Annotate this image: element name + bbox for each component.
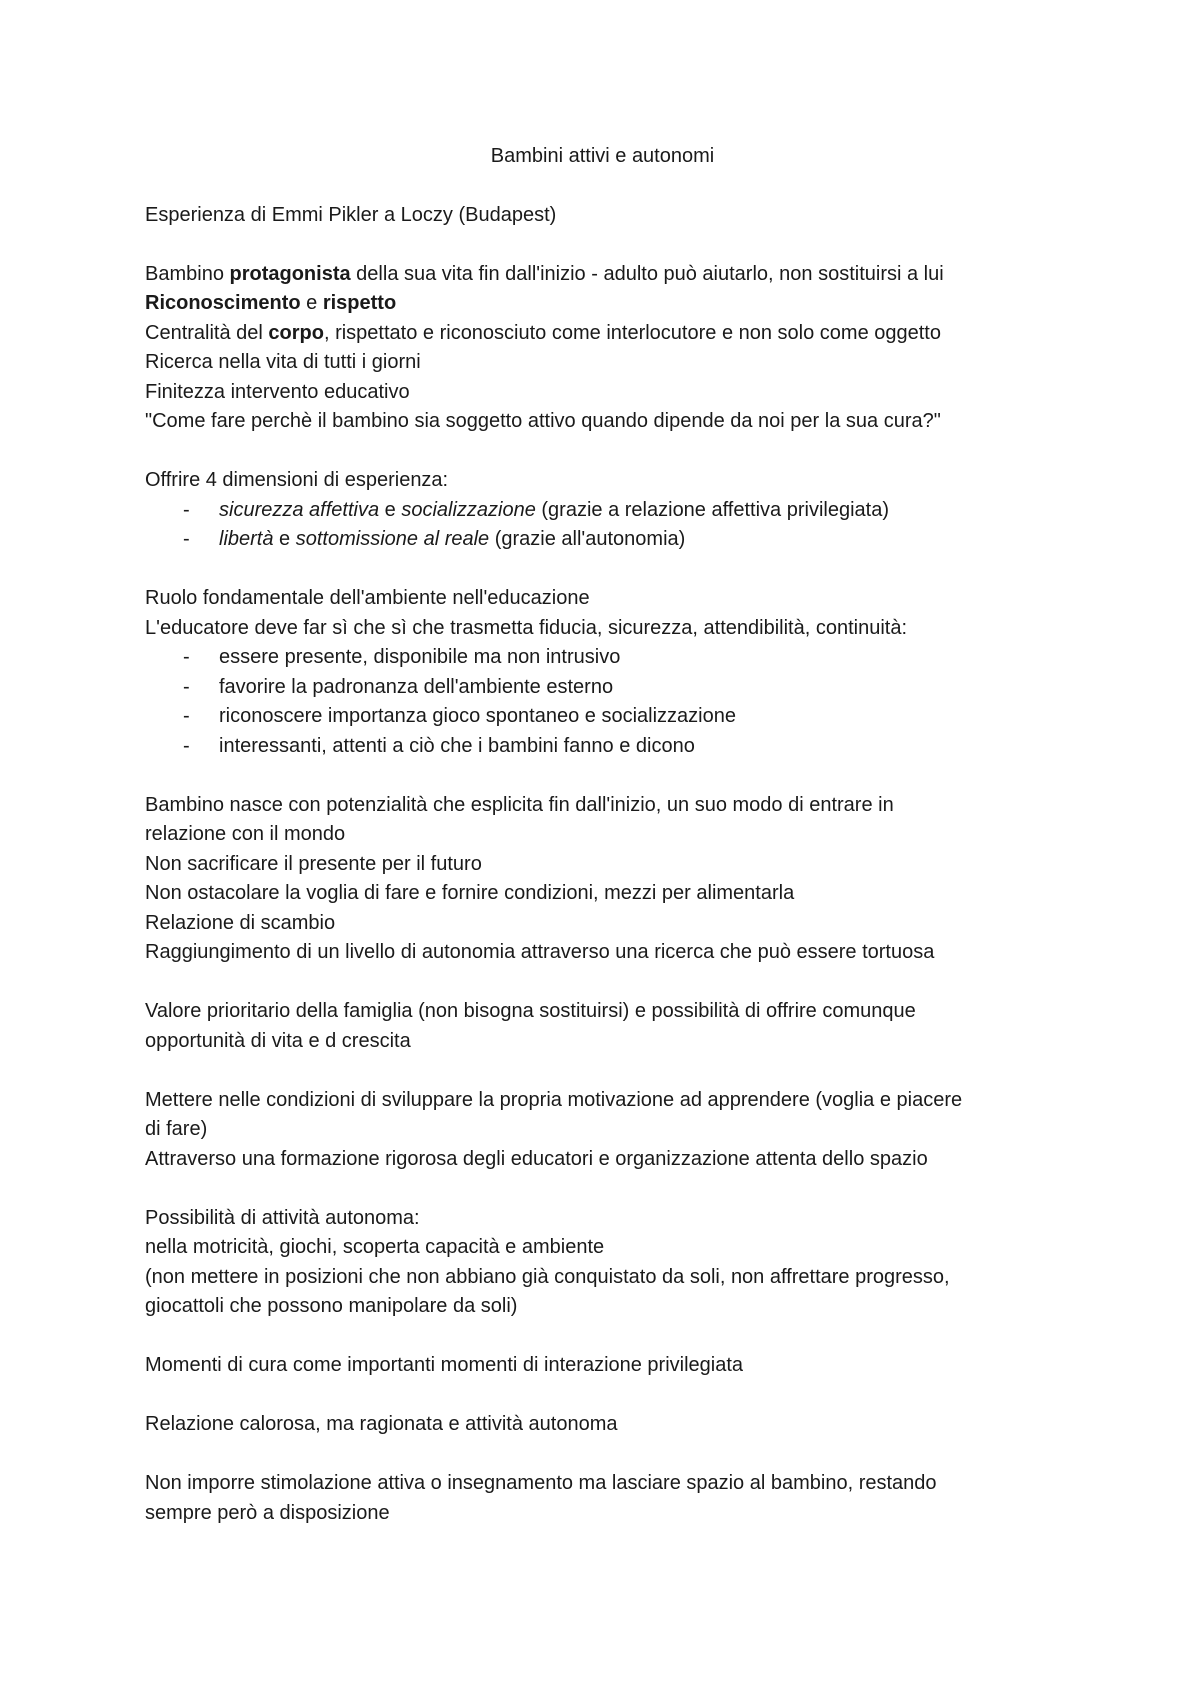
text-line: nella motricità, giochi, scoperta capacità e ambiente bbox=[145, 1236, 605, 1258]
paragraph-pikler bbox=[145, 201, 1060, 231]
dash-list bbox=[145, 643, 1060, 761]
paragraph-famiglia bbox=[145, 997, 1060, 1056]
paragraph-protagonista bbox=[145, 260, 1060, 437]
text-line: Finitezza intervento educativo bbox=[145, 380, 410, 403]
text-line: Non ostacolare la voglia di fare e fornire condizioni, mezzi per alimentarla bbox=[145, 882, 795, 904]
paragraph-ambiente bbox=[145, 584, 1060, 761]
text-line: Momenti di cura come importanti momenti di interazione privilegiata bbox=[145, 1354, 744, 1376]
text-line: Attraverso una formazione rigorosa degli educatori e organizzazione attenta dello spazio bbox=[145, 1147, 928, 1170]
text-line: Relazione di scambio bbox=[145, 911, 336, 934]
text-line: sempre però a disposizione bbox=[145, 1501, 390, 1524]
paragraph-motivazione bbox=[145, 1086, 1060, 1175]
text-line: (non mettere in posizioni che non abbiano già conquistato da soli, non affrettare progresso, bbox=[145, 1265, 950, 1288]
text-line: Raggiungimento di un livello di autonomia attraverso una ricerca che può essere tortuosa bbox=[145, 941, 935, 963]
paragraph-dimensioni bbox=[145, 466, 1060, 555]
text-line: Possibilità di attività autonoma: bbox=[145, 1206, 420, 1229]
text-line: Centralità del corpo, rispettato e riconosciuto come interlocutore e non solo come oggetto bbox=[145, 321, 941, 344]
text-line: Bambino protagonista della sua vita fin dall'inizio - adulto può aiutarlo, non sostituirsi a lui bbox=[145, 262, 944, 285]
text-line: opportunità di vita e d crescita bbox=[145, 1029, 411, 1052]
bold-text: protagonista bbox=[229, 262, 351, 285]
document-title: Bambini attivi e autonomi bbox=[490, 145, 715, 167]
paragraph-potenzialita bbox=[145, 791, 1060, 968]
text-line: relazione con il mondo bbox=[145, 823, 346, 845]
text-line: Bambino nasce con potenzialità che esplicita fin dall'inizio, un suo modo di entrare in bbox=[145, 793, 894, 816]
paragraph-attivita-autonoma bbox=[145, 1204, 1060, 1322]
text-line: Valore prioritario della famiglia (non bisogna sostituirsi) e possibilità di offrire comunque bbox=[145, 1000, 916, 1022]
paragraph-momenti-cura bbox=[145, 1351, 1060, 1381]
list-item: - favorire la padronanza dell'ambiente esterno bbox=[183, 673, 1060, 703]
text-line: di fare) bbox=[145, 1118, 208, 1140]
bold-text: corpo bbox=[268, 321, 324, 344]
text-line: giocattoli che possono manipolare da soli) bbox=[145, 1295, 518, 1317]
dash-list bbox=[145, 496, 1060, 555]
paragraph-stimolazione bbox=[145, 1469, 1060, 1528]
paragraph-relazione bbox=[145, 1410, 1060, 1440]
text-line: Ruolo fondamentale dell'ambiente nell'educazione bbox=[145, 587, 590, 609]
text-line: Riconoscimento e rispetto bbox=[145, 292, 397, 314]
text-line: "Come fare perchè il bambino sia soggetto attivo quando dipende da noi per la sua cura?" bbox=[145, 410, 941, 432]
list-item: - riconoscere importanza gioco spontaneo e socializzazione bbox=[183, 702, 1060, 732]
text-line: L'educatore deve far sì che sì che trasmetta fiducia, sicurezza, attendibilità, continuità: bbox=[145, 616, 908, 639]
text-line: Mettere nelle condizioni di sviluppare la propria motivazione ad apprendere (voglia e piacere bbox=[145, 1088, 963, 1111]
text-line: Esperienza di Emmi Pikler a Loczy (Budapest) bbox=[145, 203, 557, 226]
text-line: Non sacrificare il presente per il futuro bbox=[145, 852, 482, 875]
text-line: Relazione calorosa, ma ragionata e attività autonoma bbox=[145, 1413, 618, 1435]
list-item: - libertà e sottomissione al reale (grazie all'autonomia) bbox=[183, 525, 1060, 555]
list-item: - essere presente, disponibile ma non intrusivo bbox=[183, 643, 1060, 673]
text-line: Offrire 4 dimensioni di esperienza: bbox=[145, 469, 449, 491]
text-line: Ricerca nella vita di tutti i giorni bbox=[145, 351, 421, 373]
text-line: Non imporre stimolazione attiva o insegnamento ma lasciare spazio al bambino, restando bbox=[145, 1472, 937, 1494]
list-item: - sicurezza affettiva e socializzazione (grazie a relazione affettiva privilegiata) bbox=[183, 496, 1060, 526]
list-item: - interessanti, attenti a ciò che i bambini fanno e dicono bbox=[183, 732, 1060, 762]
bold-text: rispetto bbox=[322, 292, 397, 314]
bold-text: Riconoscimento bbox=[145, 292, 301, 314]
